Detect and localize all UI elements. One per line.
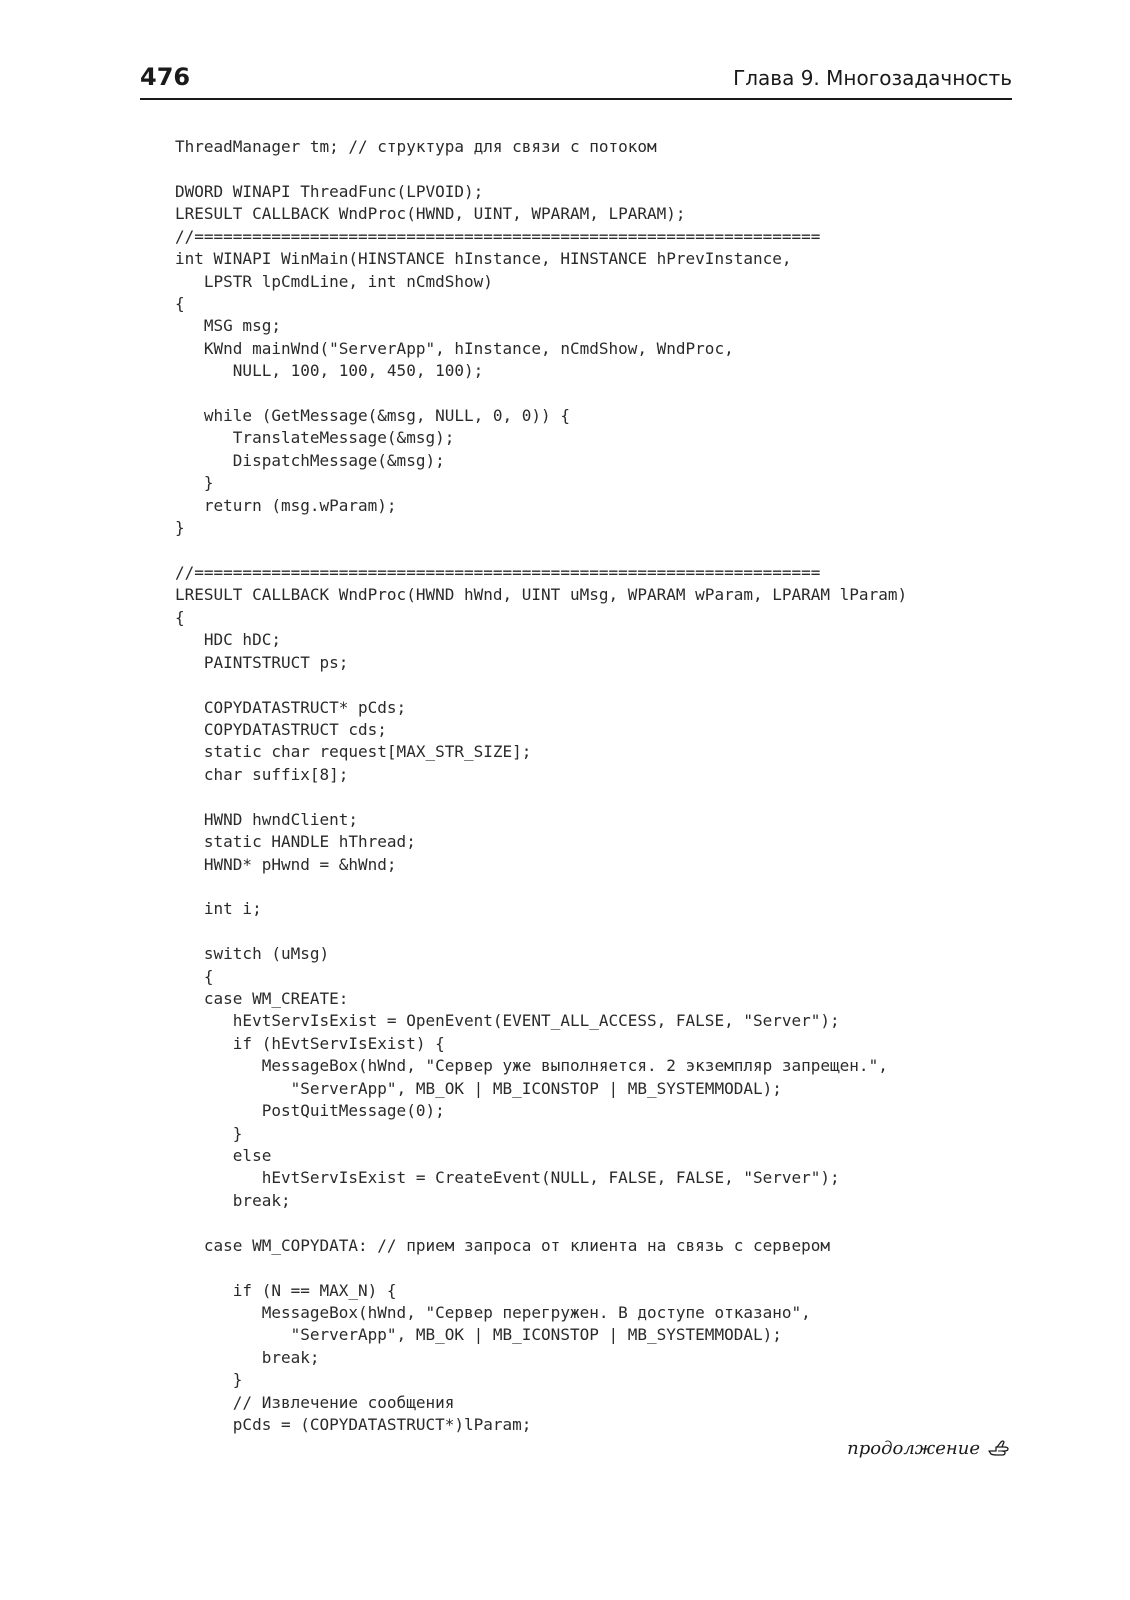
code-line [175, 786, 1015, 808]
code-line: } [175, 473, 214, 493]
code-line: } [175, 1370, 243, 1390]
code-line: LPSTR lpCmdLine, int nCmdShow) [175, 271, 493, 291]
code-line: switch (uMsg) [175, 944, 330, 964]
code-line: COPYDATASTRUCT cds; [175, 719, 387, 739]
code-line: hEvtServIsExist = CreateEvent(NULL, FALSE, FALSE, "Server"); [175, 1168, 840, 1188]
code-line [175, 876, 1015, 898]
code-line: pCds = (COPYDATASTRUCT*)lParam; [175, 1415, 532, 1435]
code-line: LRESULT CALLBACK WndProc(HWND, UINT, WPARAM, LPARAM); [175, 204, 686, 224]
code-line: COPYDATASTRUCT* pCds; [175, 697, 407, 717]
code-line: "ServerApp", MB_OK | MB_ICONSTOP | MB_SYSTEMMODAL); [175, 1078, 782, 1098]
code-line: MessageBox(hWnd, "Сервер перегружен. В доступе отказано", [175, 1302, 811, 1322]
code-line: int i; [175, 899, 262, 919]
code-line: MSG msg; [175, 316, 281, 336]
code-line: char suffix[8]; [175, 764, 349, 784]
code-line: } [175, 1123, 243, 1143]
code-line: hEvtServIsExist = OpenEvent(EVENT_ALL_ACCESS, FALSE, "Server"); [175, 1011, 840, 1031]
code-line: HWND hwndClient; [175, 809, 359, 829]
code-line: { [175, 966, 214, 986]
continued-label: продолжение [847, 1438, 980, 1459]
code-line: case WM_CREATE: [175, 989, 349, 1009]
code-line: HDC hDC; [175, 630, 281, 650]
code-line: NULL, 100, 100, 450, 100); [175, 361, 484, 381]
code-line: PAINTSTRUCT ps; [175, 652, 349, 672]
code-line: DWORD WINAPI ThreadFunc(LPVOID); [175, 181, 484, 201]
code-line: if (hEvtServIsExist) { [175, 1033, 445, 1053]
code-line: KWnd mainWnd("ServerApp", hInstance, nCmdShow, WndProc, [175, 338, 734, 358]
continued-note [847, 1436, 1010, 1462]
code-line: if (N == MAX_N) { [175, 1280, 397, 1300]
code-line: //================================================================= [175, 226, 821, 246]
page-number: 476 [140, 63, 191, 91]
code-line: } [175, 518, 185, 538]
code-line: LRESULT CALLBACK WndProc(HWND hWnd, UINT uMsg, WPARAM wParam, LPARAM lParam) [175, 585, 908, 605]
code-line [175, 1212, 1015, 1234]
code-line: PostQuitMessage(0); [175, 1101, 445, 1121]
code-line: //================================================================= [175, 563, 821, 583]
code-line: TranslateMessage(&msg); [175, 428, 455, 448]
code-line: MessageBox(hWnd, "Сервер уже выполняется. 2 экземпляр запрещен.", [175, 1056, 888, 1076]
code-line: "ServerApp", MB_OK | MB_ICONSTOP | MB_SYSTEMMODAL); [175, 1325, 782, 1345]
chapter-title: Глава 9. Многозадачность [733, 66, 1012, 90]
code-line: while (GetMessage(&msg, NULL, 0, 0)) { [175, 406, 570, 426]
code-line: return (msg.wParam); [175, 495, 397, 515]
code-line: { [175, 293, 185, 313]
code-line: else [175, 1145, 272, 1165]
code-listing [175, 136, 1015, 1436]
code-line: break; [175, 1347, 320, 1367]
code-line: case WM_COPYDATA: // прием запроса от клиента на связь с сервером [175, 1235, 831, 1255]
code-line: HWND* pHwnd = &hWnd; [175, 854, 397, 874]
code-line: static char request[MAX_STR_SIZE]; [175, 742, 532, 762]
code-line: DispatchMessage(&msg); [175, 450, 445, 470]
code-line [175, 383, 1015, 405]
code-line [175, 158, 1015, 180]
code-line [175, 921, 1015, 943]
code-line [175, 674, 1015, 696]
code-line: static HANDLE hThread; [175, 832, 416, 852]
code-line [175, 540, 1015, 562]
code-line: // Извлечение сообщения [175, 1392, 455, 1412]
code-line: ThreadManager tm; // структура для связи с потоком [175, 137, 657, 156]
pointing-hand-icon [988, 1439, 1010, 1459]
code-line: { [175, 607, 185, 627]
code-line: break; [175, 1190, 291, 1210]
page-header [140, 58, 1012, 100]
code-line [175, 1257, 1015, 1279]
code-line: int WINAPI WinMain(HINSTANCE hInstance, HINSTANCE hPrevInstance, [175, 249, 792, 269]
